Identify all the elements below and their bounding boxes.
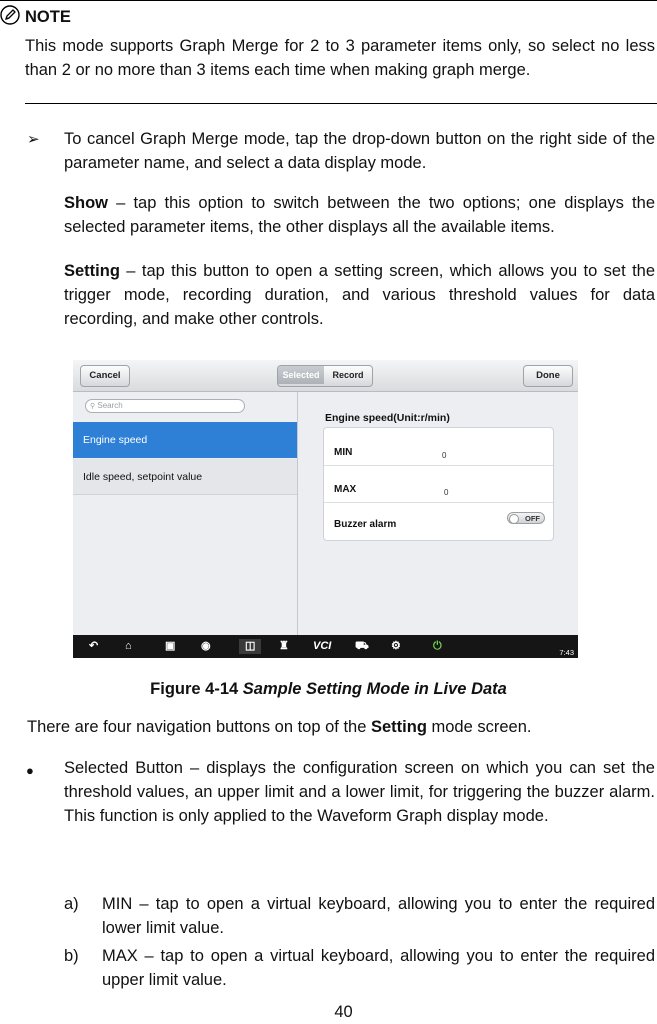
view-segment-control bbox=[277, 365, 373, 387]
list-item-engine-speed[interactable]: Engine speed bbox=[73, 422, 297, 458]
note-body: This mode supports Graph Merge for 2 to 3 parameter items only, so select no less than 2 or no more than 3 items each time when making graph merge. bbox=[25, 37, 655, 79]
max-value-field[interactable]: 0 bbox=[444, 488, 449, 497]
sub-a-marker: a) bbox=[64, 895, 79, 913]
remote-desk-icon[interactable]: ⚙ bbox=[391, 640, 401, 652]
intro-pre: There are four navigation buttons on top of the bbox=[27, 718, 371, 736]
list-item-idle-speed[interactable]: Idle speed, setpoint value bbox=[73, 459, 297, 495]
toggle-state: OFF bbox=[525, 514, 540, 523]
search-input[interactable] bbox=[85, 399, 245, 413]
note-title: NOTE bbox=[25, 8, 71, 26]
figure-label: Figure 4-14 bbox=[150, 680, 243, 698]
sub-b-marker: b) bbox=[64, 947, 79, 965]
min-label: MIN bbox=[334, 447, 353, 458]
arrow-bullet-icon: ➢ bbox=[27, 131, 40, 148]
dot-bullet-icon: ● bbox=[26, 763, 34, 778]
status-time: 7:43 bbox=[559, 648, 574, 657]
vehicle-icon[interactable]: ⛟ bbox=[355, 640, 369, 652]
toggle-knob bbox=[509, 514, 519, 524]
show-text: – tap this option to switch between the two options; one displays the selected parameter items, the other displays all the available items. bbox=[64, 194, 655, 236]
done-button[interactable]: Done bbox=[523, 365, 573, 387]
pencil-note-icon bbox=[0, 5, 20, 25]
intro-term: Setting bbox=[370, 718, 427, 736]
maxisys-home-icon[interactable]: ♜ bbox=[279, 640, 289, 652]
search-icon: ⚲ bbox=[90, 403, 96, 410]
max-label: MAX bbox=[334, 484, 357, 495]
home-icon[interactable]: ⌂ bbox=[125, 640, 132, 652]
parameter-list-panel bbox=[73, 392, 298, 635]
threshold-settings-card bbox=[323, 427, 554, 541]
max-description: MAX – tap to open a virtual keyboard, allowing you to enter the required upper limit value. bbox=[102, 947, 655, 989]
setting-term: Setting bbox=[64, 262, 120, 280]
setting-screen-screenshot bbox=[73, 360, 578, 658]
selected-tab[interactable]: Selected bbox=[278, 366, 324, 384]
android-nav-bar bbox=[73, 635, 578, 658]
setting-text: – tap this button to open a setting screen, which allows you to set the trigger mode, recording duration, and various threshold values for data recording, and make other controls. bbox=[64, 262, 655, 328]
row-divider bbox=[324, 465, 553, 466]
back-icon[interactable]: ↶ bbox=[89, 640, 99, 652]
parameter-title: Engine speed(Unit:r/min) bbox=[325, 412, 450, 424]
cancel-button[interactable]: Cancel bbox=[80, 365, 130, 387]
note-top-rule bbox=[0, 0, 657, 1]
search-placeholder: Search bbox=[97, 401, 123, 410]
note-bottom-rule bbox=[25, 103, 657, 104]
vci-icon[interactable]: VCI bbox=[313, 640, 332, 652]
selected-button-paragraph: Selected Button – displays the configuration screen on which you can set the threshold values, an upper limit and a lower limit, for triggering the buzzer alarm. This function is only applied to the Waveform Graph display mode. bbox=[64, 759, 655, 825]
page-number: 40 bbox=[334, 1003, 353, 1021]
intro-post: mode screen. bbox=[426, 718, 532, 736]
intro-paragraph bbox=[27, 715, 657, 739]
browser-icon[interactable]: ◉ bbox=[201, 640, 211, 652]
recent-apps-icon[interactable]: ▣ bbox=[165, 640, 176, 652]
min-value-field[interactable]: 0 bbox=[442, 451, 447, 460]
row-divider bbox=[324, 502, 553, 503]
record-tab[interactable]: Record bbox=[332, 370, 364, 380]
power-icon[interactable]: ⏻ bbox=[433, 640, 442, 652]
setting-paragraph bbox=[64, 259, 655, 331]
figure-title: Sample Setting Mode in Live Data bbox=[242, 680, 507, 698]
screenshot-icon[interactable]: ◫ bbox=[239, 639, 261, 654]
cancel-graph-merge-paragraph: To cancel Graph Merge mode, tap the drop-down button on the right side of the parameter name, and select a data display mode. bbox=[64, 130, 655, 172]
min-description: MIN – tap to open a virtual keyboard, allowing you to enter the required lower limit value. bbox=[102, 895, 655, 937]
buzzer-alarm-toggle[interactable] bbox=[507, 512, 545, 524]
buzzer-alarm-label: Buzzer alarm bbox=[334, 519, 397, 530]
show-paragraph bbox=[64, 191, 655, 239]
figure-caption bbox=[0, 677, 657, 701]
screen-top-bar bbox=[73, 360, 578, 392]
show-term: Show bbox=[64, 194, 108, 212]
